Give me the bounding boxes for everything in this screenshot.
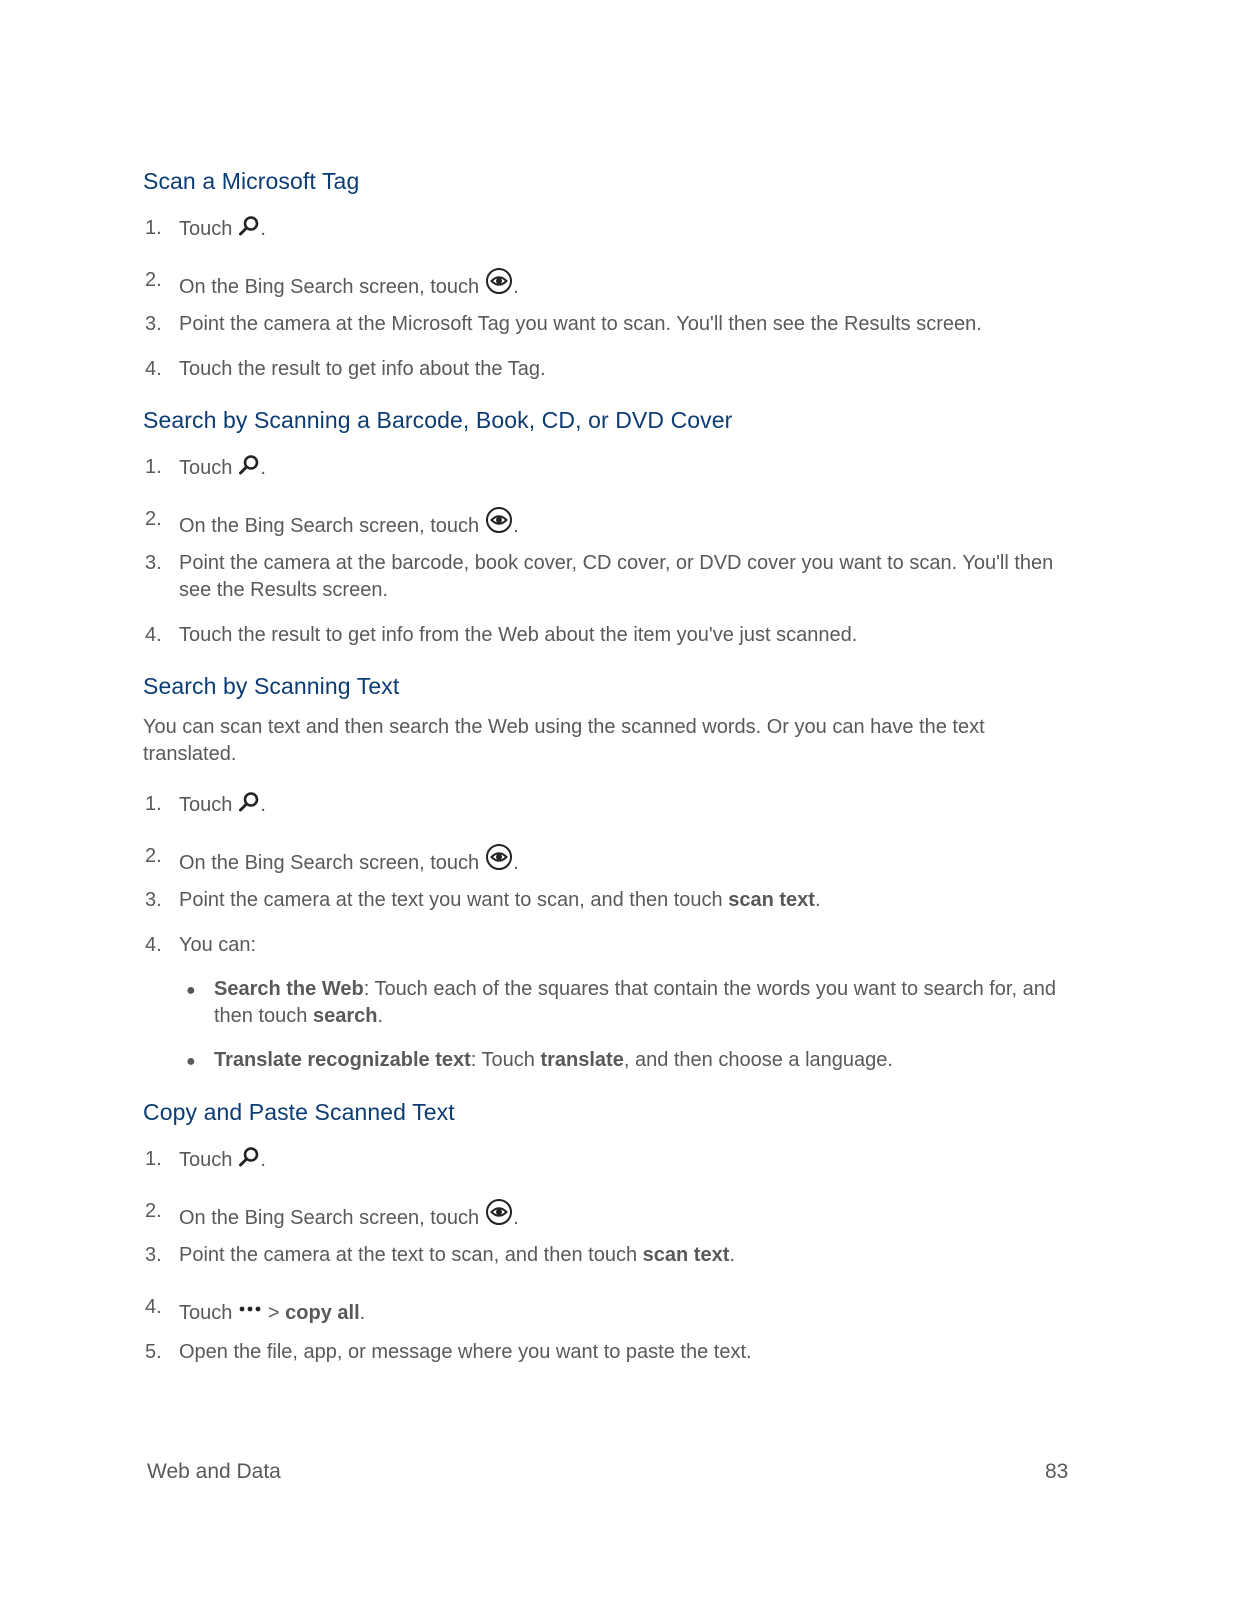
section-heading-scan-text: Search by Scanning Text	[143, 673, 400, 699]
step-text: Touch	[179, 218, 233, 240]
step-text: Point the camera at the text you want to scan, and then touch	[179, 889, 723, 911]
ui-term: search	[312, 1005, 378, 1027]
ui-term: copy all	[285, 1302, 360, 1324]
step-number: 3.	[145, 552, 162, 574]
step-text: On the Bing Search screen, touch	[179, 1207, 480, 1229]
ui-term: Search the Web	[214, 978, 364, 1000]
ui-term: scan text	[728, 889, 815, 911]
step-number: 2.	[145, 845, 162, 867]
vision-eye-icon	[485, 1198, 513, 1234]
step-number: 1.	[145, 217, 162, 239]
step-text: Touch the result to get info about the Tag.	[179, 358, 546, 380]
step-number: 2.	[145, 508, 162, 530]
step-number: 1.	[145, 456, 162, 478]
bullet-dot: ●	[186, 1053, 196, 1070]
manual-page: Scan a Microsoft Tag 1. Touch . 2. On the Bing Search screen, touch . 3. Point the camera at the Microsoft Tag you want to scan. You'll then see the Results screen. 4. Touch the result to get info about the Tag. Search by Scanning a Barcode, Book, CD, or DVD Cover 1. Touch . 2. On the Bing Search screen, touch . 3. Point the camera at the barcode, book cover, CD cover, or DVD cover you want to scan. You'll then see the Results screen. 4. Touch the result to get info from the Web about the item you've just scanned. Search by Scanning Text You can scan text and then search the Web using the scanned words. Or you can have the text translated. 1. Touch . 2. On the Bing Search screen, touch . 3. Point the camera at the text you want to scan, and then touch scan text. 4. You can: ● Search the Web: Touch each of the squares that contain the words you want to search for, and then touch search. ● Translate recognizable text: Touch translate, and then choose a language. Copy and Paste Scanned Text 1. Touch . 2. On the Bing Search screen, touch . 3. Point the camera at the text to scan, and then touch scan text. 4. Touch > copy all. 5. Open the file, app, or message where you want to paste the text. Web and Data 83	[0, 0, 1237, 1600]
bullet-dot: ●	[186, 982, 196, 999]
step-number: 4.	[145, 624, 162, 646]
step-number: 2.	[145, 269, 162, 291]
search-icon	[238, 1146, 260, 1176]
step-text: Open the file, app, or message where you want to paste the text.	[179, 1341, 752, 1363]
step-number: 3.	[145, 889, 162, 911]
step-text: Touch the result to get info from the Web about the item you've just scanned.	[179, 624, 858, 646]
ui-term: scan text	[642, 1244, 730, 1266]
step-text: Touch	[179, 1149, 233, 1171]
step-number: 4.	[145, 358, 162, 380]
step-number: 2.	[145, 1200, 162, 1222]
step-text: You can:	[179, 934, 257, 956]
search-icon	[238, 791, 260, 821]
step-number: 5.	[145, 1341, 162, 1363]
more-dots-icon	[238, 1294, 262, 1321]
step-text: On the Bing Search screen, touch	[179, 276, 480, 298]
section-heading-copy-paste: Copy and Paste Scanned Text	[143, 1099, 455, 1125]
search-icon	[238, 215, 260, 245]
step-number: 4.	[145, 1296, 162, 1318]
step-text: Point the camera at the Microsoft Tag you want to scan. You'll then see the Results screen.	[179, 313, 982, 335]
vision-eye-icon	[485, 843, 513, 879]
step-number: 1.	[145, 1148, 162, 1170]
section-heading-scan-microsoft-tag: Scan a Microsoft Tag	[143, 168, 360, 194]
step-text: Point the camera at the text to scan, and then touch	[179, 1244, 638, 1266]
search-icon	[238, 454, 260, 484]
vision-eye-icon	[485, 267, 513, 303]
ui-term: translate	[540, 1049, 624, 1071]
step-text: Touch	[179, 1302, 233, 1324]
step-text: On the Bing Search screen, touch	[179, 515, 480, 537]
step-number: 1.	[145, 793, 162, 815]
section-intro: You can scan text and then search the Web using the scanned words. Or you can have the text translated.	[143, 716, 985, 765]
page-number: 83	[1045, 1460, 1069, 1483]
vision-eye-icon	[485, 506, 513, 542]
step-text: On the Bing Search screen, touch	[179, 852, 480, 874]
ui-term: Translate recognizable text	[214, 1049, 471, 1071]
section-heading-scan-barcode: Search by Scanning a Barcode, Book, CD, or DVD Cover	[143, 407, 733, 433]
step-number: 3.	[145, 1244, 162, 1266]
footer-section-name: Web and Data	[147, 1460, 281, 1483]
step-text: Touch	[179, 794, 233, 816]
step-number: 3.	[145, 313, 162, 335]
step-text: Touch	[179, 457, 233, 479]
step-text: Point the camera at the barcode, book cover, CD cover, or DVD cover you want to scan. You'll then see the Results screen.	[179, 552, 1054, 601]
step-number: 4.	[145, 934, 162, 956]
